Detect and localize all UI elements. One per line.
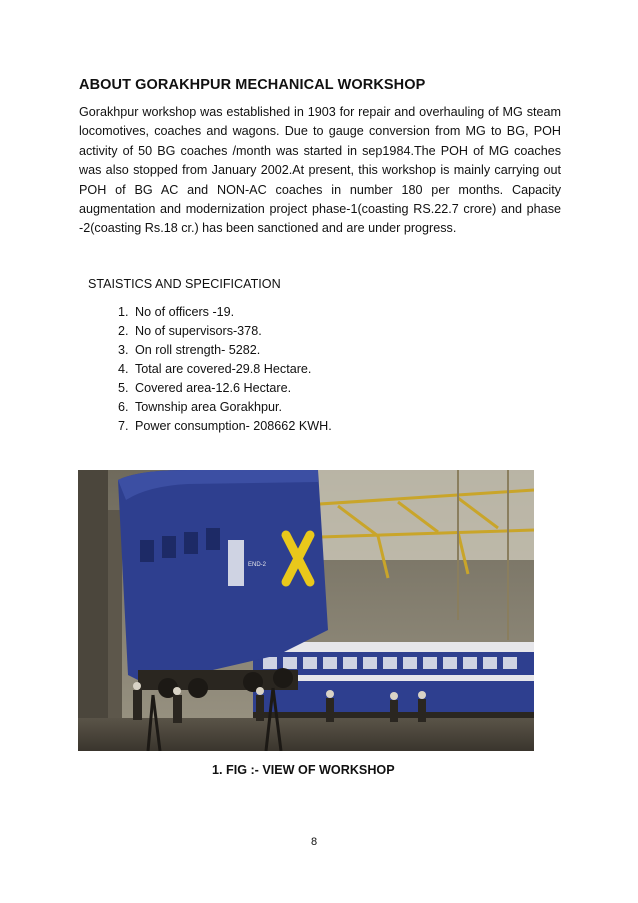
stats-list [118,303,332,436]
stats-heading: STAISTICS AND SPECIFICATION [88,277,281,291]
figure-caption: 1. FIG :- VIEW OF WORKSHOP [212,763,395,777]
list-item: 2. No of supervisors-378. [118,324,262,338]
page-number: 8 [311,836,318,848]
list-item: 7. Power consumption- 208662 KWH. [118,419,332,433]
workshop-photo [78,470,534,751]
list-item: 4. Total are covered-29.8 Hectare. [118,362,312,376]
section-heading: ABOUT GORAKHPUR MECHANICAL WORKSHOP [79,77,426,93]
list-item: 5. Covered area-12.6 Hectare. [118,381,292,395]
list-item: 6. Township area Gorakhpur. [118,400,283,414]
intro-paragraph: Gorakhpur workshop was established in 1903 for repair and overhauling of MG steam locomotives, coaches and wagons. Due to gauge conversion from MG to BG, POH activity of 50 BG coaches /month was started in sep1984.The POH of MG coaches was also stopped from January 2002.At present, this workshop is mainly carrying out POH of BG AC and NON-AC coaches in number 180 per months. Capacity augmentation and modernization project phase-1(coasting RS.22.7 crore) and phase -2(coasting Rs.18 cr.) has been sanctioned and are under progress. [79,105,561,236]
list-item: 1. No of officers -19. [118,305,235,319]
list-item: 3. On roll strength- 5282. [118,343,261,357]
coach-code-label: END-2 [248,562,267,568]
